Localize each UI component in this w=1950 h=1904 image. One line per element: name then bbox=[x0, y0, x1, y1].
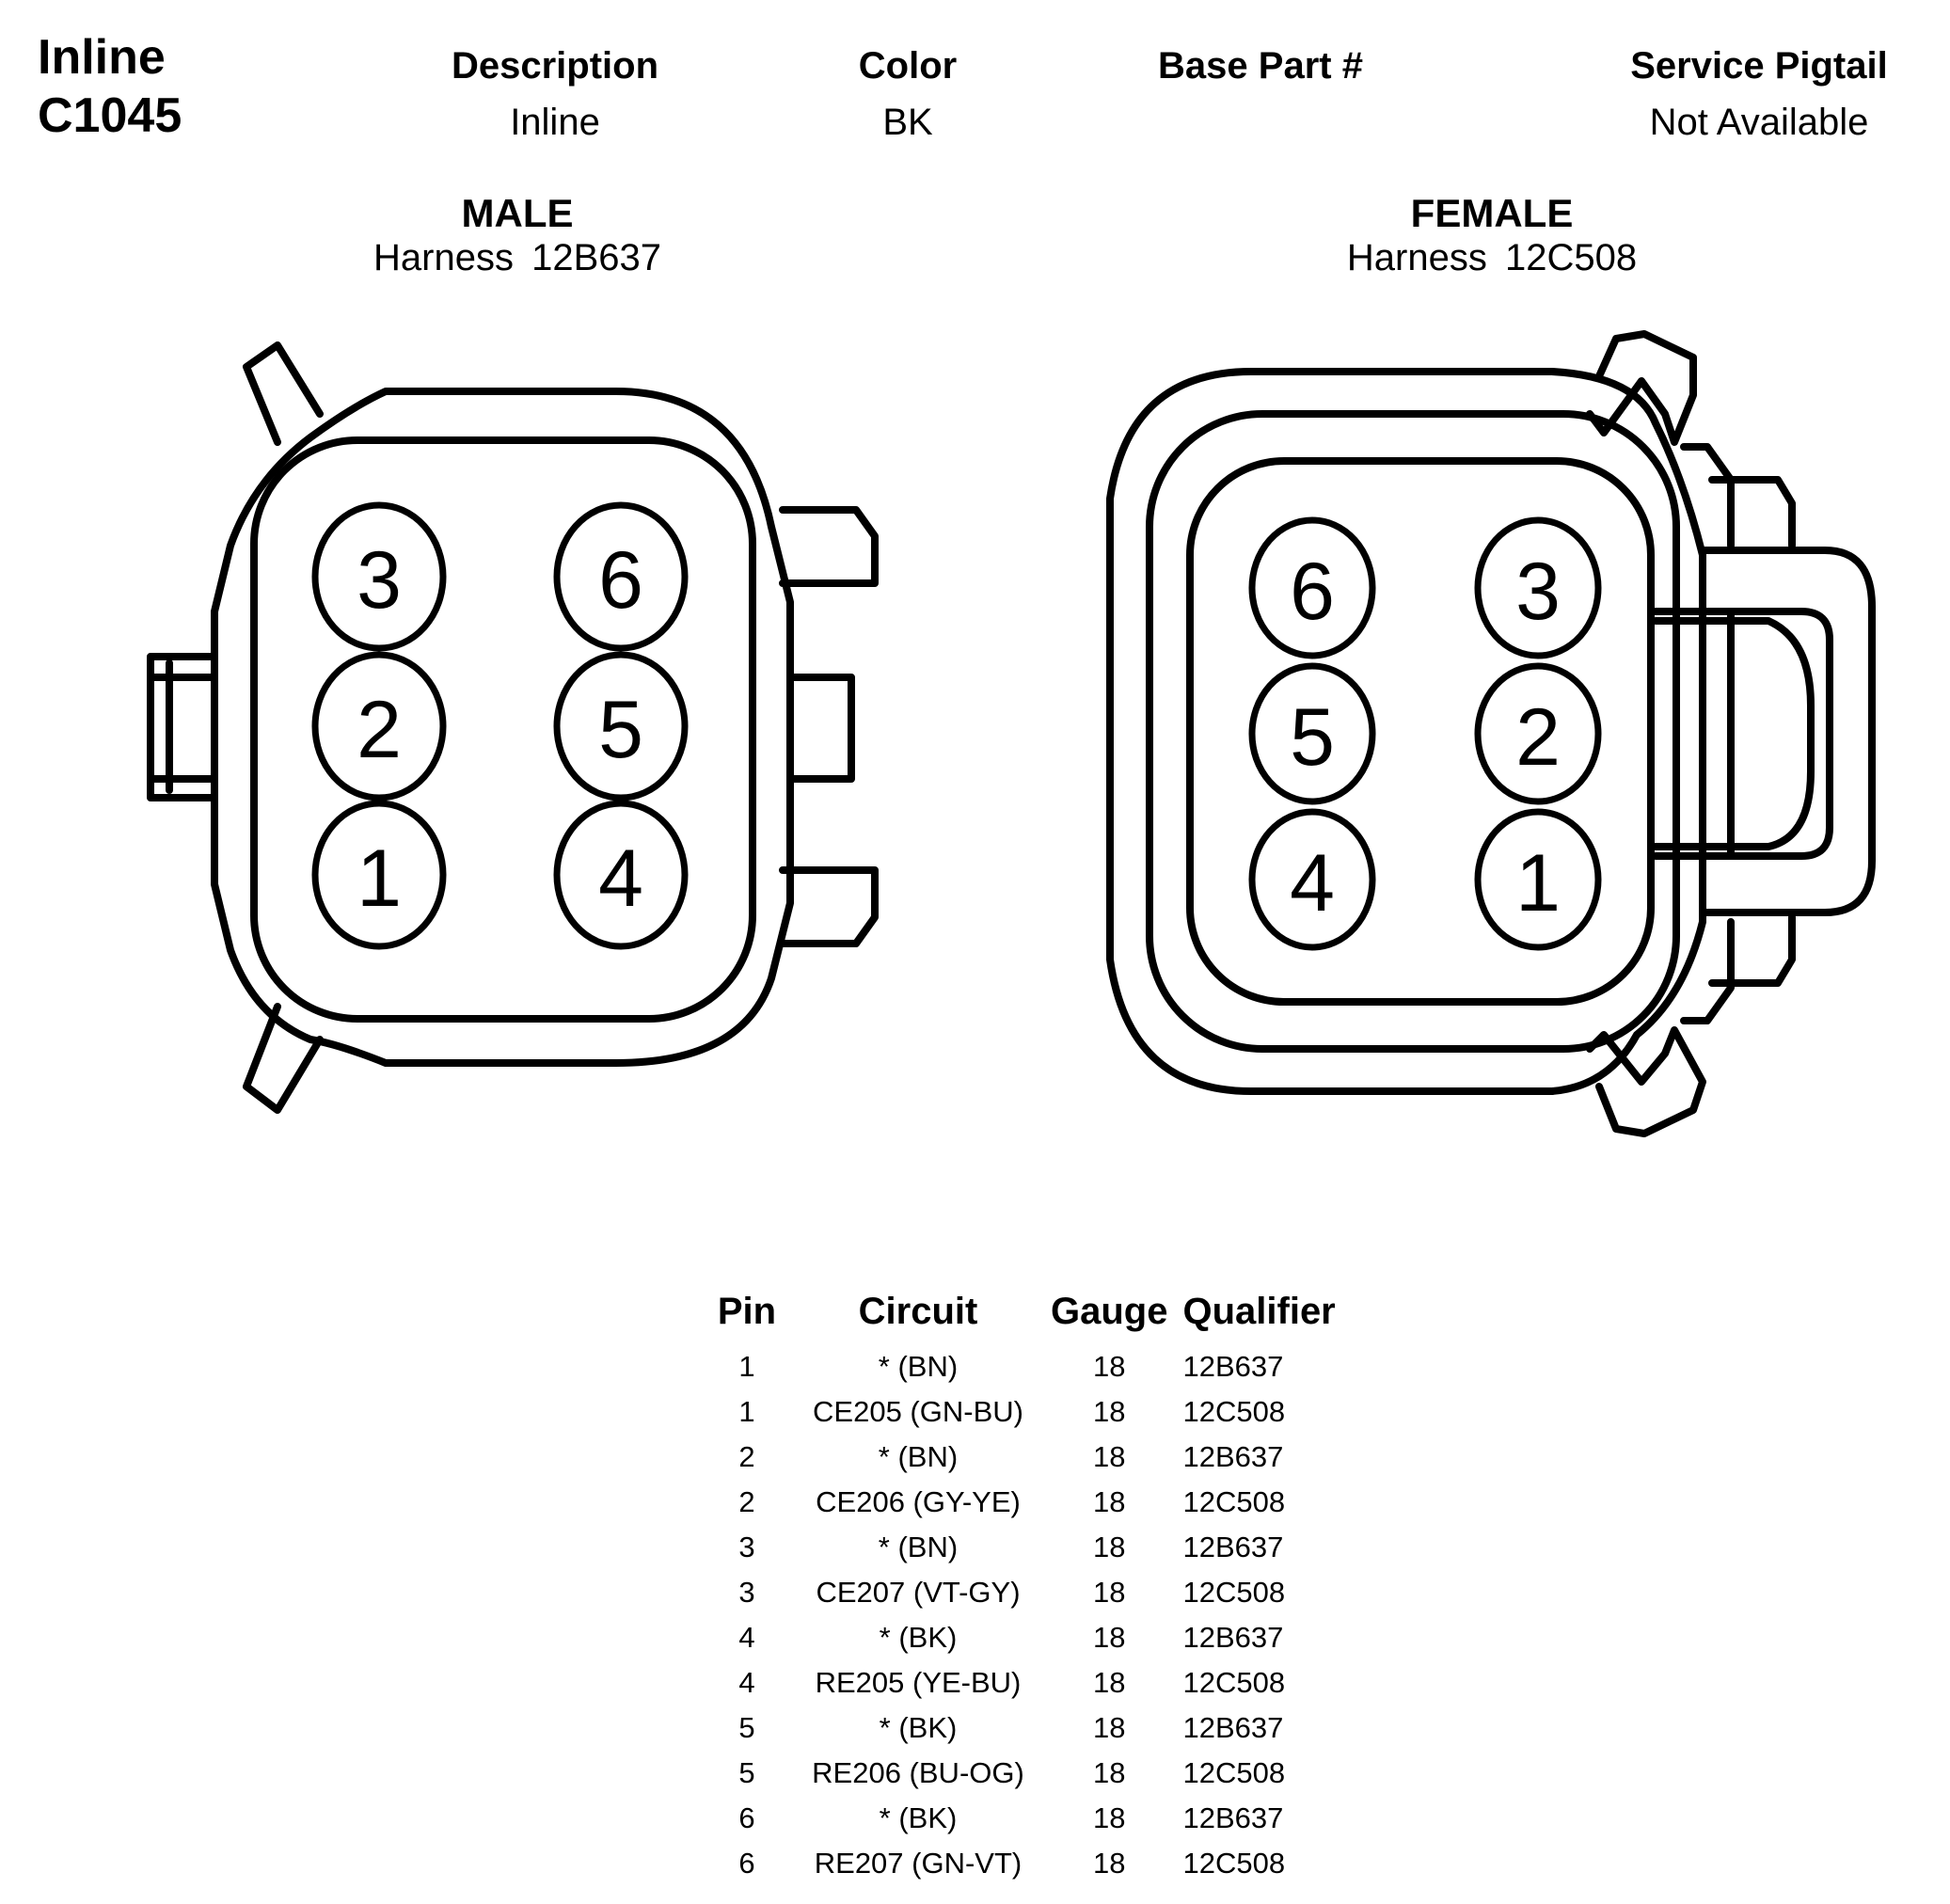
qualifier-cell: 12C508 bbox=[1182, 1395, 1286, 1428]
pin-cell: 1 bbox=[738, 1395, 755, 1428]
circuit-cell: RE207 (GN-VT) bbox=[814, 1847, 1023, 1880]
male-harness: Harness 12B637 bbox=[373, 237, 661, 278]
qualifier-cell: 12B637 bbox=[1182, 1350, 1284, 1383]
gauge-column-header: Gauge bbox=[1051, 1290, 1168, 1332]
pin-table bbox=[701, 1284, 1359, 1886]
pin-column-header: Pin bbox=[717, 1290, 777, 1332]
table-row bbox=[701, 1344, 1359, 1389]
gauge-cell: 18 bbox=[1093, 1801, 1126, 1834]
qualifier-cell: 12B637 bbox=[1182, 1440, 1284, 1473]
female-pin-label: 1 bbox=[1515, 838, 1561, 928]
table-row bbox=[701, 1615, 1359, 1660]
circuit-column-header: Circuit bbox=[858, 1290, 978, 1332]
qualifier-cell: 12B637 bbox=[1182, 1621, 1284, 1654]
male-top-latch bbox=[246, 345, 320, 442]
gauge-cell: 18 bbox=[1093, 1756, 1126, 1789]
service-pigtail-label: Service Pigtail bbox=[1630, 45, 1888, 87]
qualifier-cell: 12C508 bbox=[1182, 1847, 1286, 1880]
male-label: MALE bbox=[461, 191, 574, 235]
qualifier-cell: 12C508 bbox=[1182, 1576, 1286, 1609]
circuit-cell: * (BK) bbox=[879, 1621, 958, 1654]
circuit-cell: * (BN) bbox=[878, 1440, 959, 1473]
pin-cell: 4 bbox=[738, 1666, 755, 1699]
gauge-cell: 18 bbox=[1093, 1350, 1126, 1383]
gauge-cell: 18 bbox=[1093, 1531, 1126, 1563]
service-pigtail-value: Not Available bbox=[1649, 102, 1869, 143]
circuit-cell: CE207 (VT-GY) bbox=[816, 1576, 1021, 1609]
gauge-cell: 18 bbox=[1093, 1485, 1126, 1518]
description-label: Description bbox=[451, 45, 659, 87]
male-pin-label: 3 bbox=[357, 535, 402, 626]
male-right-tab-top bbox=[783, 510, 875, 583]
pin-cell: 5 bbox=[738, 1711, 755, 1744]
female-top-latch bbox=[1590, 334, 1693, 442]
female-label: FEMALE bbox=[1410, 191, 1574, 235]
color-value: BK bbox=[882, 102, 933, 143]
female-bottom-latch bbox=[1590, 1030, 1703, 1134]
male-pin-label: 5 bbox=[598, 685, 643, 775]
qualifier-cell: 12C508 bbox=[1182, 1666, 1286, 1699]
table-row bbox=[701, 1751, 1359, 1796]
table-row bbox=[701, 1389, 1359, 1435]
color-label: Color bbox=[858, 45, 958, 87]
circuit-cell: CE205 (GN-BU) bbox=[813, 1395, 1023, 1428]
female-pin-label: 6 bbox=[1290, 547, 1335, 637]
pin-cell: 6 bbox=[738, 1847, 755, 1880]
base-part-label: Base Part # bbox=[1158, 45, 1363, 87]
female-right-step-bottom bbox=[1684, 922, 1731, 1021]
pin-cell: 1 bbox=[738, 1350, 755, 1383]
qualifier-cell: 12C508 bbox=[1182, 1756, 1286, 1789]
male-pin-label: 2 bbox=[357, 685, 402, 775]
circuit-cell: * (BN) bbox=[878, 1531, 959, 1563]
gauge-cell: 18 bbox=[1093, 1440, 1126, 1473]
connector-title-line2: C1045 bbox=[38, 88, 182, 144]
female-harness: Harness 12C508 bbox=[1346, 237, 1638, 278]
qualifier-cell: 12B637 bbox=[1182, 1801, 1284, 1834]
circuit-cell: RE206 (BU-OG) bbox=[812, 1756, 1024, 1789]
qualifier-column-header: Qualifier bbox=[1182, 1290, 1336, 1332]
male-right-tab-mid bbox=[790, 677, 851, 779]
female-connector-body bbox=[1110, 372, 1703, 1091]
circuit-cell: * (BN) bbox=[878, 1350, 959, 1383]
circuit-cell: CE206 (GY-YE) bbox=[816, 1485, 1021, 1518]
table-row bbox=[701, 1796, 1359, 1841]
table-row bbox=[701, 1435, 1359, 1480]
qualifier-cell: 12B637 bbox=[1182, 1531, 1284, 1563]
male-pin-label: 4 bbox=[598, 833, 643, 924]
female-pin-label: 4 bbox=[1290, 838, 1335, 928]
gauge-cell: 18 bbox=[1093, 1847, 1126, 1880]
table-row bbox=[701, 1706, 1359, 1751]
gauge-cell: 18 bbox=[1093, 1711, 1126, 1744]
gauge-cell: 18 bbox=[1093, 1666, 1126, 1699]
qualifier-cell: 12B637 bbox=[1182, 1711, 1284, 1744]
female-right-step-top bbox=[1684, 447, 1731, 546]
pin-cell: 6 bbox=[738, 1801, 755, 1834]
male-pin-label: 1 bbox=[357, 833, 402, 924]
circuit-cell: RE205 (YE-BU) bbox=[815, 1666, 1022, 1699]
gauge-cell: 18 bbox=[1093, 1576, 1126, 1609]
connector-title-line1: Inline bbox=[38, 30, 166, 85]
pin-table-body bbox=[701, 1344, 1359, 1886]
gauge-cell: 18 bbox=[1093, 1621, 1126, 1654]
qualifier-cell: 12C508 bbox=[1182, 1485, 1286, 1518]
female-pin-label: 3 bbox=[1515, 547, 1561, 637]
pin-cell: 4 bbox=[738, 1621, 755, 1654]
pin-cell: 3 bbox=[738, 1531, 755, 1563]
male-pin-label: 6 bbox=[598, 535, 643, 626]
pin-cell: 2 bbox=[738, 1440, 755, 1473]
circuit-cell: * (BK) bbox=[879, 1801, 958, 1834]
female-pin-label: 5 bbox=[1290, 692, 1335, 783]
male-connector-body bbox=[214, 391, 790, 1063]
table-row bbox=[701, 1480, 1359, 1525]
pin-cell: 2 bbox=[738, 1485, 755, 1518]
table-row bbox=[701, 1570, 1359, 1615]
female-pin-label: 2 bbox=[1515, 692, 1561, 783]
pin-cell: 5 bbox=[738, 1756, 755, 1789]
circuit-cell: * (BK) bbox=[879, 1711, 958, 1744]
pin-cell: 3 bbox=[738, 1576, 755, 1609]
table-row bbox=[701, 1841, 1359, 1886]
pin-table-header bbox=[701, 1284, 1359, 1344]
gauge-cell: 18 bbox=[1093, 1395, 1126, 1428]
table-row bbox=[701, 1660, 1359, 1706]
male-right-tab-bottom bbox=[783, 870, 875, 944]
description-value: Inline bbox=[510, 102, 600, 143]
table-row bbox=[701, 1525, 1359, 1570]
